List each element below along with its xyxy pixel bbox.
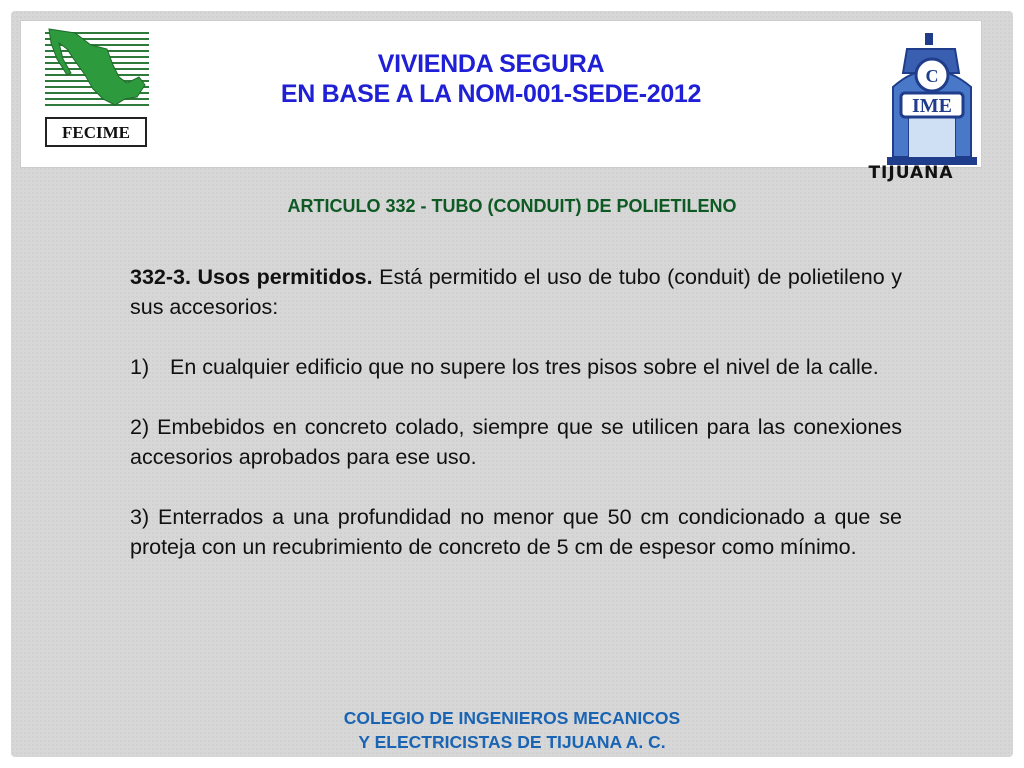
list-item-3: 3) Enterrados a una profundidad no menor que 50 cm condicionado a que se proteja con un recubrimiento de concreto de 5 cm de espesor como mínimo. — [130, 505, 902, 559]
header-banner — [20, 20, 982, 183]
footer — [11, 706, 1013, 754]
page-title — [241, 49, 741, 109]
footer-line-2: Y ELECTRICISTAS DE TIJUANA A. C. — [358, 732, 666, 752]
mexico-map-icon — [45, 25, 149, 117]
list-item-1 — [130, 352, 902, 382]
article-body — [130, 262, 902, 592]
list-item-1-number: 1) — [130, 355, 150, 379]
cime-letters-ime: IME — [912, 95, 952, 117]
cime-logo — [885, 33, 979, 173]
title-line-1: VIVIENDA SEGURA — [377, 50, 605, 78]
tijuana-arch-icon — [885, 33, 979, 173]
footer-line-1: COLEGIO DE INGENIEROS MECANICOS — [343, 708, 681, 728]
cime-letter-c: C — [925, 66, 939, 86]
logo-caption-tijuana: TIJUANA — [868, 163, 954, 183]
section-heading: 332-3. Usos permitidos. — [130, 265, 373, 289]
list-item-2: 2) Embebidos en concreto colado, siempre que se utilicen para las conexiones accesorios aprobados para ese uso. — [130, 415, 902, 469]
fecime-label: FECIME — [45, 117, 147, 147]
title-line-2: EN BASE A LA NOM-001-SEDE-2012 — [280, 80, 702, 108]
article-subtitle: ARTICULO 332 - TUBO (CONDUIT) DE POLIETILENO — [287, 196, 737, 216]
list-item-1-text: En cualquier edificio que no supere los tres pisos sobre el nivel de la calle. — [170, 355, 879, 379]
intro-paragraph — [130, 262, 902, 322]
intro-text: Está permitido el uso de tubo (conduit) de polietileno y sus accesorios: — [130, 265, 902, 319]
fecime-logo — [45, 25, 149, 145]
